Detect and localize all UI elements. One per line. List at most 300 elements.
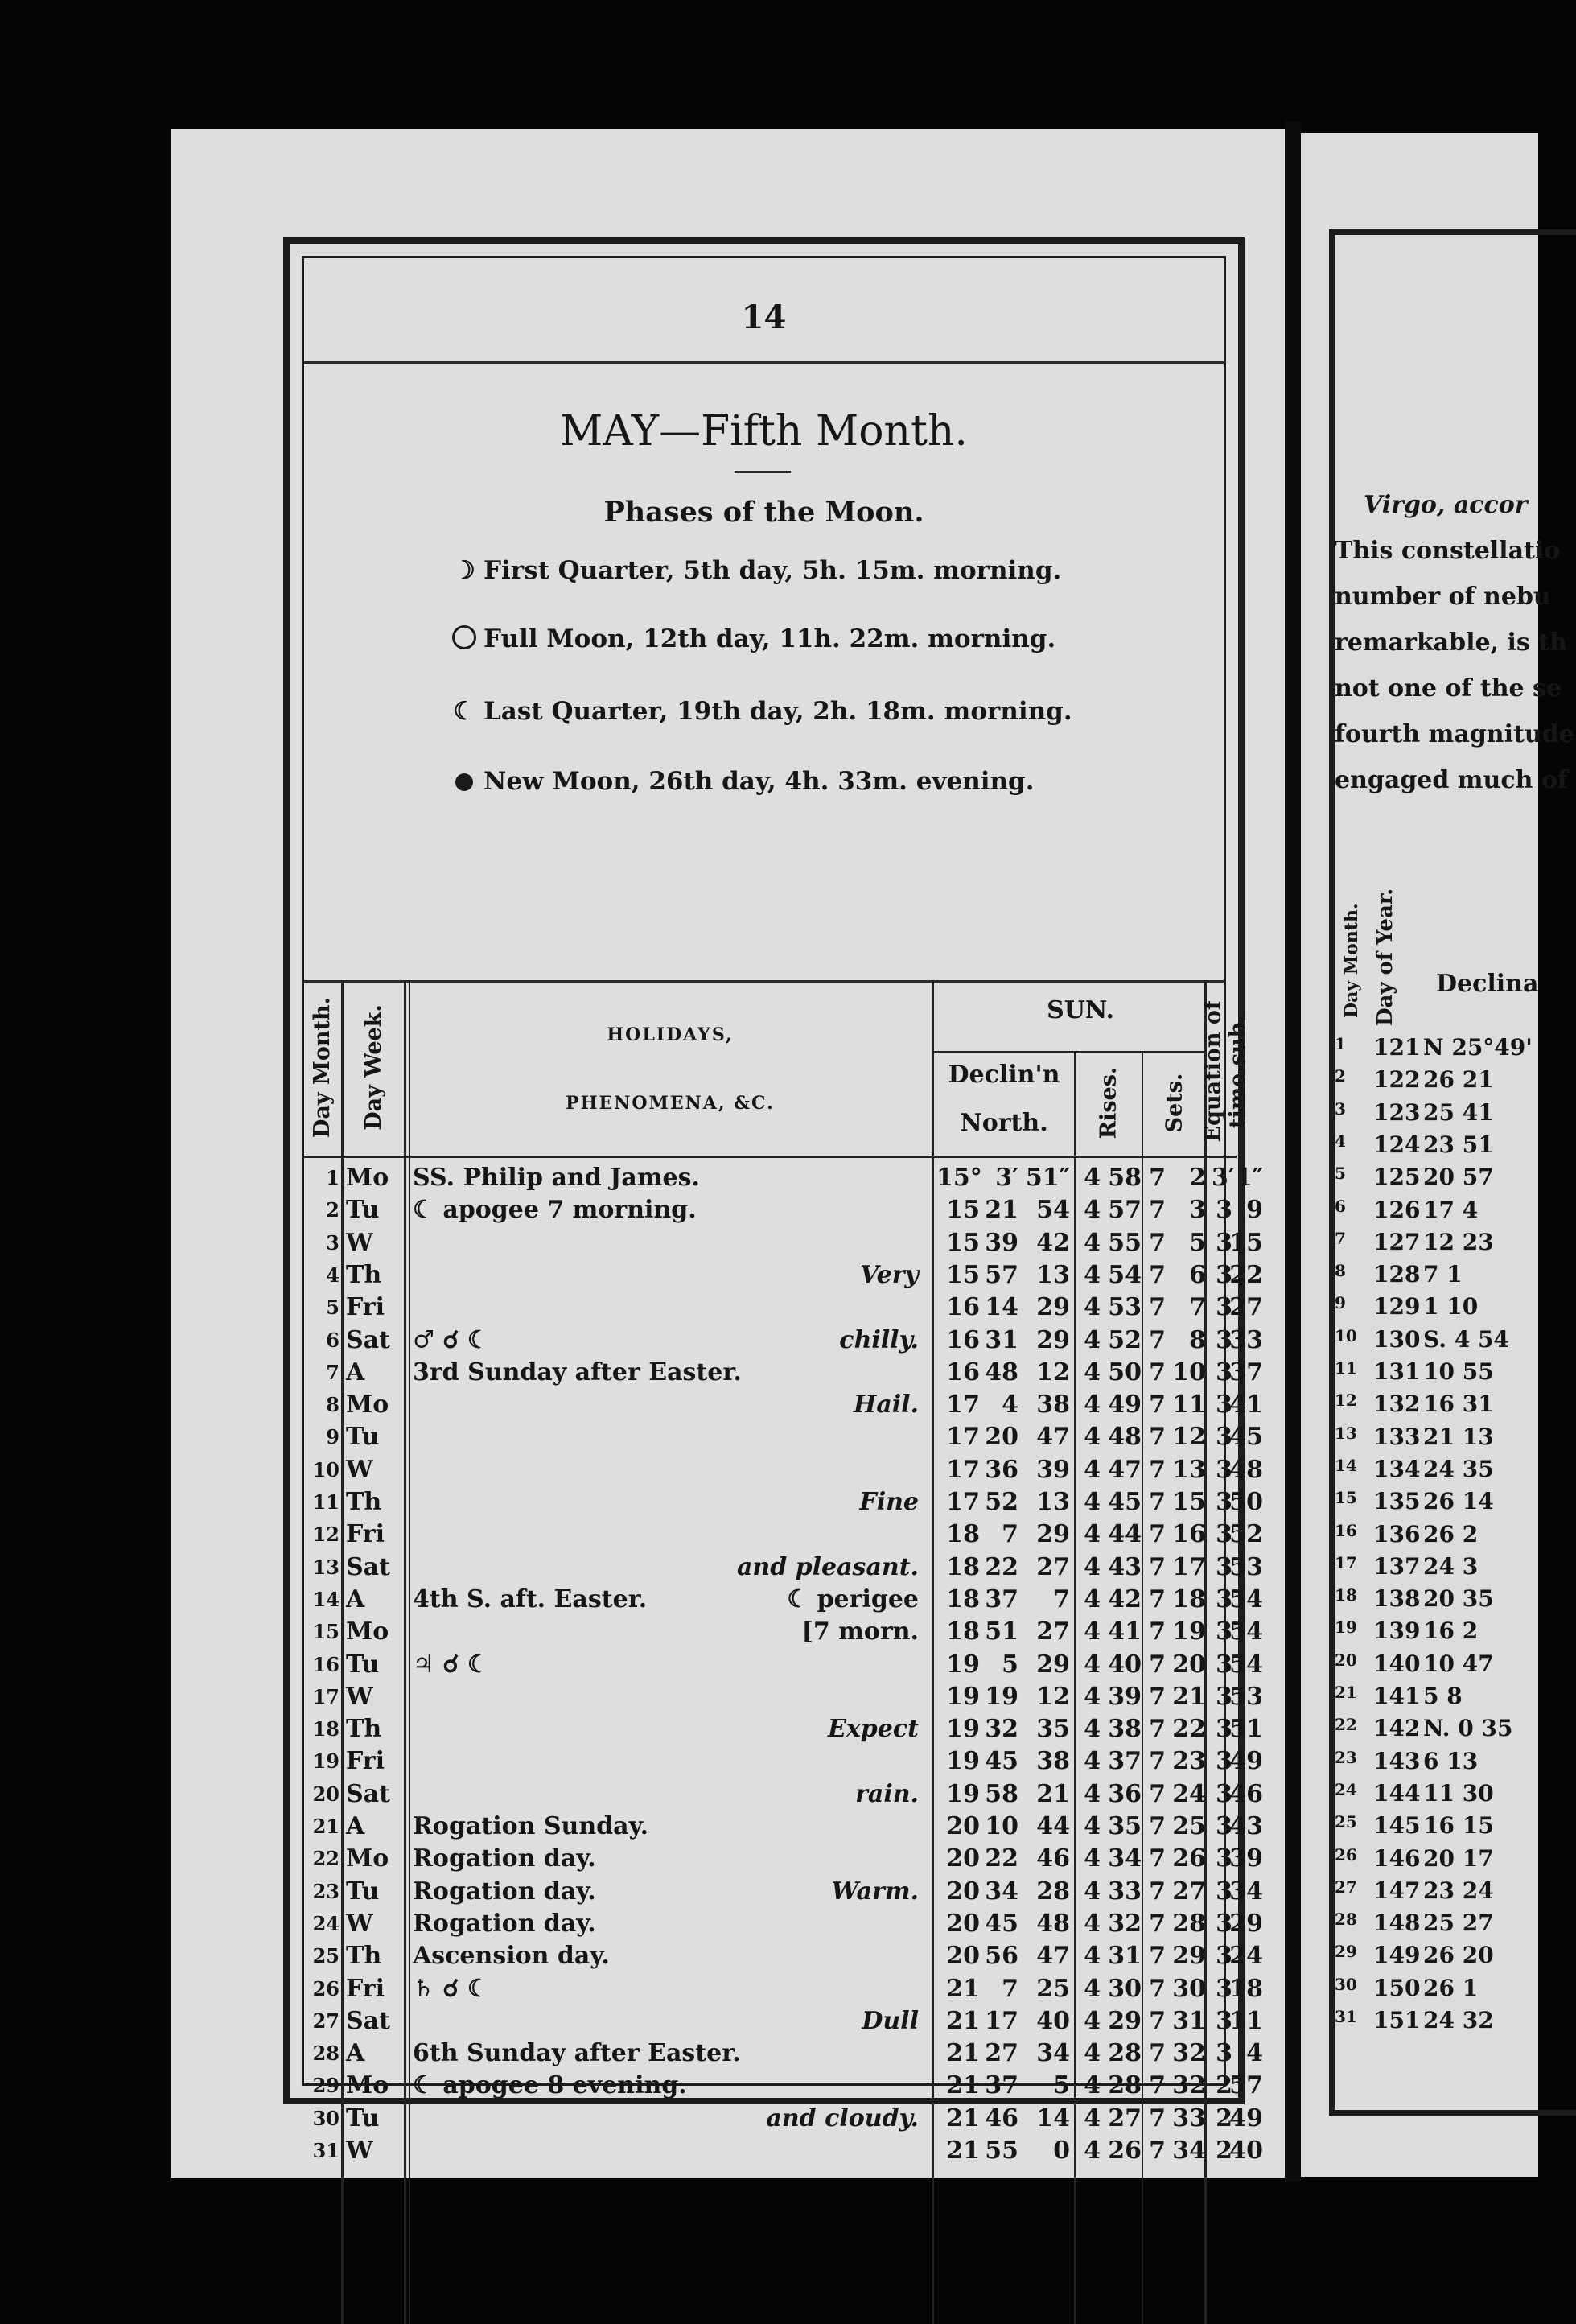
right-day-of-year: 135 <box>1373 1488 1421 1515</box>
holiday-text: ♄ ☌ ☾ <box>413 1974 489 2003</box>
right-day-of-year: 144 <box>1373 1779 1421 1807</box>
right-day-of-month: 5 <box>1335 1164 1346 1184</box>
right-declination: N 25°49' <box>1423 1034 1533 1061</box>
right-day-of-year: 143 <box>1373 1747 1421 1774</box>
table-row <box>304 1193 1263 1226</box>
right-page-line: not one of the se <box>1335 674 1562 703</box>
declination-seconds: 21 <box>1036 1779 1070 1808</box>
declination-seconds: 47 <box>1036 1423 1070 1452</box>
declination-degrees: 19 <box>946 1747 980 1776</box>
phases-heading: Phases of the Moon. <box>603 496 924 529</box>
right-declination: 16 15 <box>1423 1812 1494 1840</box>
phase-text: First Quarter, 5th day, 5h. 15m. morning. <box>483 556 1062 585</box>
sunset-hour: 7 <box>1149 2006 1166 2035</box>
right-day-of-month: 22 <box>1335 1715 1357 1735</box>
equation-seconds: 1″ <box>1235 1164 1263 1192</box>
table-row <box>304 2134 1263 2167</box>
right-declination: N. 0 35 <box>1423 1715 1513 1742</box>
sunrise-hour: 4 <box>1084 1423 1101 1452</box>
holiday-text: ☾ apogee 7 morning. <box>413 1196 697 1225</box>
equation-minutes: 3 <box>1216 1650 1232 1679</box>
equation-minutes: 2 <box>1216 2137 1232 2165</box>
sunset-minute: 23 <box>1172 1747 1206 1776</box>
header-equation: Equation of <box>1200 1000 1226 1142</box>
sunrise-minute: 54 <box>1108 1260 1142 1289</box>
right-page <box>1301 133 1574 2177</box>
declination-seconds: 27 <box>1036 1617 1070 1646</box>
sunset-minute: 31 <box>1172 2006 1206 2035</box>
right-day-of-month: 19 <box>1335 1617 1357 1638</box>
book-gutter <box>1285 121 1301 2181</box>
weather-text: and cloudy. <box>766 2104 919 2132</box>
page-number: 14 <box>741 299 787 336</box>
right-day-of-month: 25 <box>1335 1812 1357 1832</box>
holiday-text: 3rd Sunday after Easter. <box>413 1358 742 1387</box>
declination-degrees: 21 <box>946 2104 980 2132</box>
right-day-of-month: 13 <box>1335 1423 1357 1443</box>
right-declination: 26 21 <box>1423 1066 1494 1094</box>
sunset-hour: 7 <box>1149 1715 1166 1744</box>
right-day-of-month: 7 <box>1335 1228 1346 1248</box>
table-row <box>304 1875 1263 1908</box>
declination-degrees: 18 <box>946 1584 980 1613</box>
declination-degrees: 21 <box>946 2137 980 2165</box>
sunrise-minute: 44 <box>1108 1520 1142 1549</box>
header-day-month: Day Month. <box>310 996 335 1138</box>
declination-degrees: 19 <box>946 1650 980 1679</box>
sunset-hour: 7 <box>1149 1358 1166 1387</box>
equation-minutes: 3 <box>1216 1488 1232 1516</box>
sunset-hour: 7 <box>1149 1617 1166 1646</box>
month-title: MAY—Fifth Month. <box>560 407 968 455</box>
holiday-text: Rogation day. <box>413 1877 596 1906</box>
day-of-week: W <box>346 2137 373 2165</box>
sunrise-minute: 41 <box>1108 1617 1142 1646</box>
right-declination: 11 30 <box>1423 1779 1494 1807</box>
right-page-line: number of nebu <box>1335 583 1551 611</box>
holiday-text: ☾ apogee 8 evening. <box>413 2071 687 2100</box>
right-day-of-month: 11 <box>1335 1358 1357 1378</box>
declination-minutes: 20 <box>985 1423 1018 1452</box>
declination-seconds: 34 <box>1036 2039 1070 2068</box>
right-day-of-month: 31 <box>1335 2007 1357 2026</box>
sunset-hour: 7 <box>1149 1584 1166 1613</box>
day-of-month: 14 <box>312 1587 339 1611</box>
sunset-minute: 5 <box>1189 1228 1206 1257</box>
sunset-hour: 7 <box>1149 1877 1166 1906</box>
declination-degrees: 15 <box>946 1228 980 1257</box>
declination-minutes: 37 <box>985 1584 1018 1613</box>
day-of-week: Mo <box>346 1617 389 1646</box>
page-frame <box>283 237 1263 2165</box>
sunset-hour: 7 <box>1149 1942 1166 1971</box>
table-row <box>304 1356 1263 1389</box>
right-day-of-month: 16 <box>1335 1520 1357 1540</box>
right-declination: 6 13 <box>1423 1747 1479 1774</box>
declination-degrees: 20 <box>946 1877 980 1906</box>
sunrise-hour: 4 <box>1084 1520 1101 1549</box>
right-declination: 26 1 <box>1423 1974 1479 2001</box>
right-day-of-month: 8 <box>1335 1261 1346 1281</box>
header-declin: Declin'n <box>948 1061 1060 1089</box>
sunrise-minute: 27 <box>1108 2104 1142 2132</box>
declination-degrees: 21 <box>946 2039 980 2068</box>
sunrise-hour: 4 <box>1084 1715 1101 1744</box>
equation-seconds: 57 <box>1229 2071 1263 2100</box>
right-day-of-year: 134 <box>1373 1455 1421 1482</box>
sunset-hour: 7 <box>1149 1293 1166 1322</box>
sunrise-minute: 28 <box>1108 2071 1142 2100</box>
table-row <box>304 1615 1263 1648</box>
declination-minutes: 22 <box>985 1552 1018 1581</box>
day-of-week: A <box>346 1358 365 1387</box>
sunset-hour: 7 <box>1149 1520 1166 1549</box>
day-of-week: Tu <box>346 1877 380 1906</box>
right-day-of-month: 26 <box>1335 1844 1357 1865</box>
equation-seconds: 4 <box>1246 2039 1263 2068</box>
sunset-minute: 12 <box>1172 1423 1206 1452</box>
day-of-week: Th <box>346 1942 382 1971</box>
holiday-text: Rogation day. <box>413 1844 596 1873</box>
right-day-of-year: 150 <box>1373 1974 1421 2001</box>
sunset-hour: 7 <box>1149 1325 1166 1354</box>
day-of-month: 28 <box>312 2042 339 2066</box>
sunset-minute: 27 <box>1172 1877 1206 1906</box>
sunset-hour: 7 <box>1149 2104 1166 2132</box>
right-day-of-month: 18 <box>1335 1585 1357 1605</box>
declination-seconds: 44 <box>1036 1812 1070 1840</box>
table-row <box>304 1291 1263 1324</box>
sunset-hour: 7 <box>1149 1164 1166 1192</box>
equation-minutes: 3 <box>1216 1423 1232 1452</box>
day-of-month: 20 <box>312 1782 339 1806</box>
sunrise-hour: 4 <box>1084 1196 1101 1225</box>
declination-minutes: 5 <box>1002 1650 1018 1679</box>
sunset-minute: 24 <box>1172 1779 1206 1808</box>
weather-text: rain. <box>855 1779 919 1808</box>
day-of-month: 12 <box>312 1523 339 1547</box>
declination-seconds: 29 <box>1036 1325 1070 1354</box>
equation-seconds: 54 <box>1229 1584 1263 1613</box>
right-page-line: remarkable, is th <box>1335 628 1567 657</box>
equation-seconds: 29 <box>1229 1909 1263 1938</box>
sunset-hour: 7 <box>1149 1650 1166 1679</box>
sunset-minute: 3 <box>1189 1196 1206 1225</box>
equation-seconds: 40 <box>1229 2137 1263 2165</box>
table-row <box>304 1842 1263 1875</box>
sunset-minute: 25 <box>1172 1812 1206 1840</box>
right-declination: 16 31 <box>1423 1391 1494 1418</box>
equation-seconds: 43 <box>1229 1812 1263 1840</box>
declination-seconds: 25 <box>1036 1974 1070 2003</box>
calendar-table <box>304 980 1263 2324</box>
table-row <box>304 1712 1263 1745</box>
sunset-minute: 20 <box>1172 1650 1206 1679</box>
day-of-month: 23 <box>312 1879 339 1903</box>
title-rule <box>735 471 791 473</box>
declination-minutes: 36 <box>985 1455 1018 1484</box>
day-of-month: 10 <box>312 1457 339 1481</box>
sunrise-hour: 4 <box>1084 1293 1101 1322</box>
right-declination: S. 4 54 <box>1423 1325 1509 1353</box>
declination-minutes: 7 <box>1002 1974 1018 2003</box>
right-day-of-year: 139 <box>1373 1617 1421 1645</box>
right-day-of-month: 15 <box>1335 1488 1357 1508</box>
day-of-month: 8 <box>326 1393 339 1417</box>
table-row <box>304 1680 1263 1713</box>
right-day-of-year: 146 <box>1373 1844 1421 1872</box>
equation-minutes: 3 <box>1216 1260 1232 1289</box>
right-declination: 25 41 <box>1423 1098 1494 1126</box>
right-declination: 17 4 <box>1423 1196 1479 1223</box>
sunrise-minute: 42 <box>1108 1584 1142 1613</box>
right-day-of-year: 136 <box>1373 1520 1421 1547</box>
right-declination: 26 14 <box>1423 1488 1494 1515</box>
sunrise-minute: 38 <box>1108 1715 1142 1744</box>
right-day-of-year: 122 <box>1373 1066 1421 1094</box>
right-day-of-year: 151 <box>1373 2007 1421 2034</box>
sunrise-hour: 4 <box>1084 1812 1101 1840</box>
declination-minutes: 31 <box>985 1325 1018 1354</box>
table-row <box>304 1745 1263 1778</box>
declination-seconds: 12 <box>1036 1358 1070 1387</box>
table-row <box>304 1810 1263 1843</box>
day-of-week: W <box>346 1682 373 1711</box>
sunrise-hour: 4 <box>1084 1747 1101 1776</box>
sunrise-minute: 39 <box>1108 1682 1142 1711</box>
day-of-week: W <box>346 1228 373 1257</box>
day-of-month: 18 <box>312 1717 339 1741</box>
declination-degrees: 19 <box>946 1779 980 1808</box>
weather-text: Expect <box>828 1715 919 1744</box>
sunrise-minute: 47 <box>1108 1455 1142 1484</box>
right-declination: 24 32 <box>1423 2007 1494 2034</box>
table-row <box>304 1907 1263 1940</box>
declination-degrees: 21 <box>946 1974 980 2003</box>
equation-seconds: 51 <box>1229 1715 1263 1744</box>
day-of-month: 26 <box>312 1976 339 2001</box>
sunset-hour: 7 <box>1149 2039 1166 2068</box>
declination-minutes: 39 <box>985 1228 1018 1257</box>
holiday-text: Rogation Sunday. <box>413 1812 649 1840</box>
sunset-hour: 7 <box>1149 1260 1166 1289</box>
day-of-week: Fri <box>346 1520 385 1549</box>
equation-minutes: 3 <box>1216 1617 1232 1646</box>
day-of-month: 21 <box>312 1815 339 1838</box>
sunrise-minute: 34 <box>1108 1844 1142 1873</box>
sunset-hour: 7 <box>1149 2071 1166 2100</box>
sunset-minute: 32 <box>1172 2039 1206 2068</box>
declination-degrees: 21 <box>946 2006 980 2035</box>
sunrise-minute: 30 <box>1108 1974 1142 2003</box>
right-declination: 23 24 <box>1423 1877 1494 1904</box>
declination-degrees: 15° <box>936 1164 982 1192</box>
right-declination: 1 10 <box>1423 1293 1479 1321</box>
sunset-hour: 7 <box>1149 1423 1166 1452</box>
day-of-week: Sat <box>346 1779 390 1808</box>
sunrise-hour: 4 <box>1084 1358 1101 1387</box>
sunset-minute: 8 <box>1189 1325 1206 1354</box>
day-of-week: A <box>346 1812 365 1840</box>
weather-text: Hail. <box>853 1391 919 1420</box>
declination-degrees: 18 <box>946 1617 980 1646</box>
equation-minutes: 3 <box>1216 1909 1232 1938</box>
declination-degrees: 16 <box>946 1325 980 1354</box>
sunrise-hour: 4 <box>1084 1650 1101 1679</box>
declination-seconds: 0 <box>1053 2137 1070 2165</box>
right-declination: 23 51 <box>1423 1131 1494 1158</box>
declination-minutes: 57 <box>985 1260 1018 1289</box>
day-of-month: 29 <box>312 2074 339 2098</box>
sunset-hour: 7 <box>1149 1909 1166 1938</box>
day-of-week: Tu <box>346 1650 380 1679</box>
sunrise-hour: 4 <box>1084 2006 1101 2035</box>
equation-minutes: 3 <box>1216 1877 1232 1906</box>
phase-new-moon <box>445 767 1035 796</box>
right-day-of-month: 6 <box>1335 1196 1346 1216</box>
table-row <box>304 1551 1263 1584</box>
declination-seconds: 38 <box>1036 1747 1070 1776</box>
declination-minutes: 14 <box>985 1293 1018 1322</box>
right-day-of-year: 126 <box>1373 1196 1421 1223</box>
right-day-of-month: 1 <box>1335 1034 1346 1053</box>
holiday-text: SS. Philip and James. <box>413 1164 700 1192</box>
sunrise-hour: 4 <box>1084 1455 1101 1484</box>
right-declination: 7 1 <box>1423 1261 1463 1288</box>
right-declination: 10 47 <box>1423 1650 1494 1677</box>
sunrise-hour: 4 <box>1084 1779 1101 1808</box>
declination-degrees: 18 <box>946 1552 980 1581</box>
declination-minutes: 58 <box>985 1779 1018 1808</box>
equation-seconds: 11 <box>1229 2006 1263 2035</box>
phase-first-quarter <box>445 556 1061 585</box>
sunset-minute: 17 <box>1172 1552 1206 1581</box>
declination-seconds: 46 <box>1036 1844 1070 1873</box>
table-row <box>304 1388 1263 1421</box>
holiday-text: Ascension day. <box>413 1942 610 1971</box>
declination-seconds: 51″ <box>1025 1164 1070 1192</box>
declination-minutes: 19 <box>985 1682 1018 1711</box>
declination-minutes: 55 <box>985 2137 1018 2165</box>
sunset-hour: 7 <box>1149 1779 1166 1808</box>
sunset-minute: 21 <box>1172 1682 1206 1711</box>
day-of-month: 27 <box>312 2009 339 2033</box>
sunrise-hour: 4 <box>1084 1228 1101 1257</box>
right-day-of-month: 9 <box>1335 1293 1346 1313</box>
sunrise-minute: 58 <box>1108 1164 1142 1192</box>
right-page-line: engaged much of <box>1335 766 1568 794</box>
equation-minutes: 3 <box>1216 1358 1232 1387</box>
right-day-of-year: 141 <box>1373 1683 1421 1709</box>
right-day-of-month: 28 <box>1335 1910 1357 1930</box>
declination-minutes: 21 <box>985 1196 1018 1225</box>
equation-seconds: 53 <box>1229 1682 1263 1711</box>
sunset-hour: 7 <box>1149 1812 1166 1840</box>
right-day-of-year: 133 <box>1373 1423 1421 1450</box>
equation-minutes: 3 <box>1216 1293 1232 1322</box>
equation-minutes: 3 <box>1216 1747 1232 1776</box>
equation-minutes: 3 <box>1216 1455 1232 1484</box>
declination-degrees: 20 <box>946 1844 980 1873</box>
declination-seconds: 48 <box>1036 1909 1070 1938</box>
day-of-week: Fri <box>346 1747 385 1776</box>
equation-seconds: 9 <box>1246 1196 1263 1225</box>
right-declination: 24 3 <box>1423 1552 1479 1580</box>
sunset-minute: 28 <box>1172 1909 1206 1938</box>
last-quarter-moon-icon: ☾ <box>453 697 475 726</box>
day-of-month: 2 <box>326 1198 339 1222</box>
declination-seconds: 27 <box>1036 1552 1070 1581</box>
weather-text: and pleasant. <box>736 1552 919 1581</box>
right-page-line: Virgo, accor <box>1364 491 1528 519</box>
day-of-month: 1 <box>326 1166 339 1189</box>
declination-seconds: 29 <box>1036 1650 1070 1679</box>
day-of-month: 5 <box>326 1296 339 1320</box>
day-of-week: Mo <box>346 2071 389 2100</box>
sunrise-minute: 26 <box>1108 2137 1142 2165</box>
right-day-of-year: 121 <box>1373 1034 1421 1061</box>
right-day-of-month: 3 <box>1335 1098 1346 1119</box>
sunrise-hour: 4 <box>1084 1260 1101 1289</box>
table-row <box>304 1485 1263 1518</box>
right-day-of-month: 4 <box>1335 1131 1346 1151</box>
right-declination: 25 27 <box>1423 1910 1494 1937</box>
sunset-hour: 7 <box>1149 2137 1166 2165</box>
day-of-month: 9 <box>326 1425 339 1449</box>
sunrise-hour: 4 <box>1084 1584 1101 1613</box>
equation-seconds: 53 <box>1229 1552 1263 1581</box>
declination-seconds: 54 <box>1036 1196 1070 1225</box>
declination-degrees: 17 <box>946 1391 980 1420</box>
right-declination: 20 17 <box>1423 1844 1494 1872</box>
right-day-of-year: 132 <box>1373 1391 1421 1418</box>
sunrise-hour: 4 <box>1084 2071 1101 2100</box>
right-day-of-year: 149 <box>1373 1942 1421 1969</box>
declination-degrees: 17 <box>946 1423 980 1452</box>
equation-minutes: 3 <box>1216 1520 1232 1549</box>
right-day-of-month: 27 <box>1335 1877 1357 1897</box>
declination-seconds: 38 <box>1036 1391 1070 1420</box>
equation-seconds: 54 <box>1229 1617 1263 1646</box>
right-day-of-year: 147 <box>1373 1877 1421 1904</box>
sunrise-minute: 55 <box>1108 1228 1142 1257</box>
right-day-of-month: 30 <box>1335 1974 1357 1994</box>
declination-degrees: 20 <box>946 1812 980 1840</box>
right-header-day-month: Day Month. <box>1341 903 1362 1018</box>
right-day-of-month: 23 <box>1335 1747 1357 1767</box>
sunset-hour: 7 <box>1149 1747 1166 1776</box>
sunset-minute: 30 <box>1172 1974 1206 2003</box>
sunrise-hour: 4 <box>1084 1164 1101 1192</box>
day-of-week: Tu <box>346 2104 380 2132</box>
equation-seconds: 54 <box>1229 1650 1263 1679</box>
day-of-month: 30 <box>312 2106 339 2130</box>
sunset-minute: 19 <box>1172 1617 1206 1646</box>
right-day-of-year: 137 <box>1373 1552 1421 1580</box>
declination-seconds: 40 <box>1036 2006 1070 2035</box>
right-day-of-year: 148 <box>1373 1910 1421 1937</box>
sunset-hour: 7 <box>1149 1228 1166 1257</box>
equation-seconds: 49 <box>1229 2104 1263 2132</box>
table-row <box>304 1648 1263 1681</box>
table-row <box>304 1420 1263 1453</box>
equation-seconds: 15 <box>1229 1228 1263 1257</box>
declination-degrees: 16 <box>946 1358 980 1387</box>
day-of-week: Th <box>346 1488 382 1516</box>
holiday-text: 6th Sunday after Easter. <box>413 2039 741 2068</box>
right-day-of-month: 24 <box>1335 1779 1357 1799</box>
day-of-month: 11 <box>312 1490 339 1514</box>
